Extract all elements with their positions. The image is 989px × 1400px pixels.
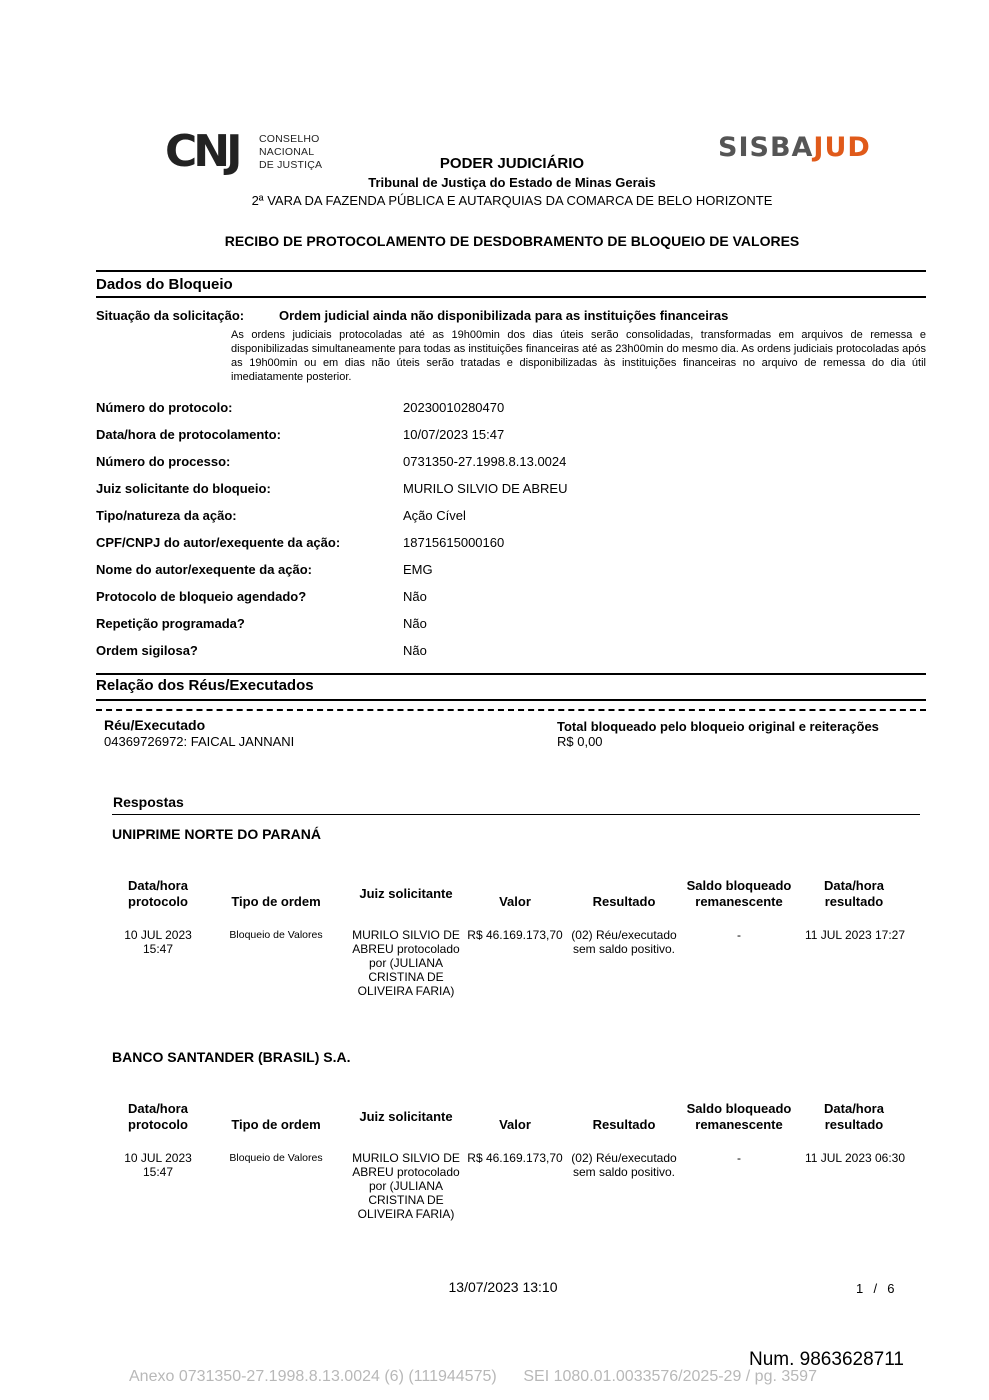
field-value: Não — [403, 643, 427, 658]
field-value: 0731350-27.1998.8.13.0024 — [403, 454, 567, 469]
divider — [96, 699, 926, 701]
col-header-data-resultado: Data/hora resultado — [824, 878, 884, 909]
field-label: Número do protocolo: — [96, 400, 233, 415]
cell-resultado: (02) Réu/executado sem saldo positivo. — [571, 1151, 677, 1179]
section-title-dados: Dados do Bloqueio — [96, 276, 233, 293]
col-header-saldo: Saldo bloqueado remanescente — [686, 1101, 792, 1132]
bank-name: BANCO SANTANDER (BRASIL) S.A. — [112, 1049, 351, 1065]
field-label: Nome do autor/exequente da ação: — [96, 562, 312, 577]
field-value: Não — [403, 589, 427, 604]
header-line-1: PODER JUDICIÁRIO — [439, 155, 585, 172]
cnj-logo-mark: CNJ — [165, 126, 239, 177]
col-header-valor: Valor — [499, 894, 531, 909]
bank-name: UNIPRIME NORTE DO PARANÁ — [112, 826, 321, 842]
document-num: Num. 9863628711 — [749, 1349, 904, 1370]
section-title-reus: Relação dos Réus/Executados — [96, 677, 314, 694]
situacao-label: Situação da solicitação: — [96, 308, 245, 323]
situacao-value: Ordem judicial ainda não disponibilizada para as instituições financeiras — [279, 308, 729, 323]
footer-datetime: 13/07/2023 13:10 — [448, 1279, 558, 1295]
col-header-juiz: Juiz solicitante — [359, 1109, 453, 1124]
dashed-divider — [96, 709, 926, 711]
situacao-note: As ordens judiciais protocoladas até as 19h00min dos dias úteis serão consolidadas, transformadas em arquivos de remessa e disponibilizadas simultaneamente para todas as instituições financeiras até as 23h00min do mesmo dia. As ordens judiciais protocoladas após as 19h00min ou em dias não úteis serão tratadas e disponibilizadas às instituições financeiras no arquivo de remessa do dia útil imediatamente posterior. — [231, 329, 926, 383]
col-header-juiz: Juiz solicitante — [359, 886, 453, 901]
cell-saldo: - — [737, 1151, 741, 1165]
total-value: R$ 0,00 — [557, 734, 603, 749]
divider — [96, 296, 926, 298]
col-header-saldo: Saldo bloqueado remanescente — [686, 878, 792, 909]
field-label: Número do processo: — [96, 454, 231, 469]
cell-data-protocolo: 10 JUL 2023 15:47 — [124, 928, 192, 956]
col-header-valor: Valor — [499, 1117, 531, 1132]
field-value: Ação Cível — [403, 508, 466, 523]
field-label: Repetição programada? — [96, 616, 245, 631]
total-header: Total bloqueado pelo bloqueio original e reiterações — [557, 719, 879, 734]
respostas-title: Respostas — [113, 794, 184, 810]
cell-tipo-ordem: Bloqueio de Valores — [229, 1152, 323, 1164]
field-value: 10/07/2023 15:47 — [403, 427, 505, 442]
col-header-tipo-ordem: Tipo de ordem — [231, 1117, 321, 1132]
cnj-logo-text: CONSELHO NACIONAL DE JUSTIÇA — [259, 133, 323, 171]
divider — [112, 814, 920, 815]
field-label: Tipo/natureza da ação: — [96, 508, 237, 523]
annex-watermark: Anexo 0731350-27.1998.8.13.0024 (6) (111944575) SEI 1080.01.0033576/2025-29 / pg. 3597 — [129, 1368, 817, 1385]
field-value: 20230010280470 — [403, 400, 505, 415]
cell-juiz: MURILO SILVIO DE ABREU protocolado por (JULIANA CRISTINA DE OLIVEIRA FARIA) — [352, 1151, 460, 1221]
cell-juiz: MURILO SILVIO DE ABREU protocolado por (JULIANA CRISTINA DE OLIVEIRA FARIA) — [352, 928, 460, 998]
sisbajud-logo: SISBAJUD — [718, 132, 871, 163]
cell-data-resultado: 11 JUL 2023 17:27 — [804, 928, 906, 942]
reu-value: 04369726972: FAICAL JANNANI — [104, 734, 295, 749]
col-header-resultado: Resultado — [592, 1117, 656, 1132]
field-value: MURILO SILVIO DE ABREU — [403, 481, 568, 496]
header-line-2: Tribunal de Justiça do Estado de Minas Gerais — [368, 175, 656, 190]
cell-valor: R$ 46.169.173,70 — [467, 1151, 563, 1165]
col-header-tipo-ordem: Tipo de ordem — [231, 894, 321, 909]
cell-saldo: - — [737, 928, 741, 942]
col-header-resultado: Resultado — [592, 894, 656, 909]
field-label: Juiz solicitante do bloqueio: — [96, 481, 271, 496]
col-header-data-resultado: Data/hora resultado — [824, 1101, 884, 1132]
field-label: Data/hora de protocolamento: — [96, 427, 281, 442]
field-label: Protocolo de bloqueio agendado? — [96, 589, 307, 604]
col-header-data-protocolo: Data/hora protocolo — [128, 1101, 188, 1132]
divider — [96, 270, 926, 272]
field-value: 18715615000160 — [403, 535, 505, 550]
page-number: 1 / 6 — [856, 1281, 896, 1296]
field-label: CPF/CNPJ do autor/exequente da ação: — [96, 535, 341, 550]
field-value: Não — [403, 616, 427, 631]
cell-valor: R$ 46.169.173,70 — [467, 928, 563, 942]
col-header-data-protocolo: Data/hora protocolo — [128, 878, 188, 909]
document-title: RECIBO DE PROTOCOLAMENTO DE DESDOBRAMENTO DE BLOQUEIO DE VALORES — [224, 233, 800, 249]
cell-resultado: (02) Réu/executado sem saldo positivo. — [571, 928, 677, 956]
header-line-3: 2ª VARA DA FAZENDA PÚBLICA E AUTARQUIAS DA COMARCA DE BELO HORIZONTE — [251, 193, 773, 208]
cell-data-protocolo: 10 JUL 2023 15:47 — [124, 1151, 192, 1179]
reu-header: Réu/Executado — [104, 717, 206, 733]
cell-tipo-ordem: Bloqueio de Valores — [229, 929, 323, 941]
divider — [96, 673, 926, 675]
field-value: EMG — [403, 562, 433, 577]
field-label: Ordem sigilosa? — [96, 643, 198, 658]
cell-data-resultado: 11 JUL 2023 06:30 — [804, 1151, 906, 1165]
